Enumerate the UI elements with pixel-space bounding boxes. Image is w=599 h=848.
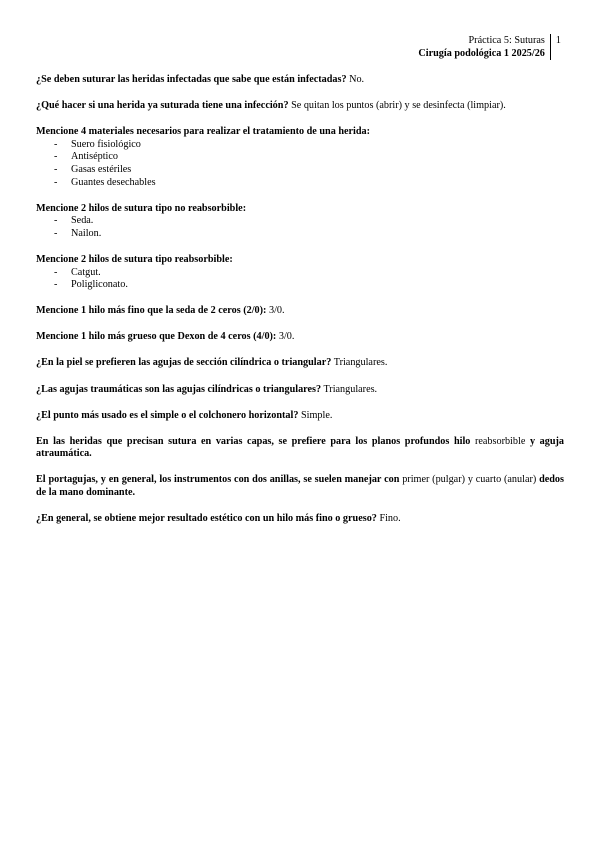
header-subtitle: Cirugía podológica 1 2025/26 [418, 48, 545, 59]
question-11 [36, 436, 564, 461]
list-item: - Antiséptico [36, 151, 564, 164]
answer-11: reabsorbible [474, 435, 526, 447]
list-item: - Seda. [36, 215, 564, 228]
question-12 [36, 474, 564, 499]
list-item: - Suero fisiológico [36, 139, 564, 152]
question-8-text: ¿En la piel se prefieren las agujas de sección cilíndrica o triangular? [36, 357, 332, 369]
answer-4-list [36, 215, 564, 240]
page-number: 1 [555, 35, 561, 46]
question-6 [36, 305, 564, 318]
answer-9: Triangulares. [321, 383, 378, 395]
header-text-block [418, 34, 551, 60]
question-1-text: ¿Se deben suturar las heridas infectadas que sabe que están infectadas? [36, 74, 347, 85]
question-7-text: Mencione 1 hilo más grueso que Dexon de 4 ceros (4/0): [36, 331, 277, 343]
list-item: - Guantes desechables [36, 177, 564, 190]
document-body [36, 74, 564, 539]
list-item: - Nailon. [36, 228, 564, 241]
list-item: - Gasas estériles [36, 164, 564, 177]
question-13 [36, 513, 564, 526]
question-9-text: ¿Las agujas traumáticas son las agujas cilíndricas o triangulares? [36, 383, 322, 395]
question-5-text: Mencione 2 hilos de sutura tipo reabsorbible: [36, 253, 233, 265]
answer-3-list [36, 139, 564, 189]
question-8 [36, 357, 564, 370]
answer-13: Fino. [376, 513, 401, 525]
list-item: - Catgut. [36, 267, 564, 280]
answer-2: Se quitan los puntos (abrir) y se desinfecta (limpiar). [288, 100, 506, 112]
question-11-text-part2: y aguja atraumática. [36, 435, 564, 460]
question-3 [36, 126, 564, 189]
question-9 [36, 384, 564, 397]
header-title: Práctica 5: Suturas [468, 35, 545, 46]
answer-8: Triangulares. [331, 357, 388, 369]
question-4-text: Mencione 2 hilos de sutura tipo no reabsorbible: [36, 202, 247, 214]
question-12-text-part2: dedos de la mano dominante. [36, 474, 564, 498]
question-11-text-part1: En las heridas que precisan sutura en varias capas, se prefiere para los planos profundos hilo [36, 435, 475, 447]
question-6-text: Mencione 1 hilo más fino que la seda de 2 ceros (2/0): [36, 305, 267, 317]
question-5 [36, 254, 564, 292]
question-12-text-part1: El portagujas, y en general, los instrumentos con dos anillas, se suelen manejar con [36, 474, 403, 486]
question-10-text: ¿El punto más usado es el simple o el colchonero horizontal? [36, 409, 299, 421]
page-header [418, 34, 561, 60]
list-item: - Poligliconato. [36, 279, 564, 292]
answer-7: 3/0. [276, 331, 295, 343]
question-4 [36, 203, 564, 241]
answer-12: primer (pulgar) y cuarto (anular) [402, 474, 537, 486]
question-10 [36, 410, 564, 423]
answer-5-list [36, 267, 564, 292]
answer-1: No. [346, 74, 365, 85]
question-13-text: ¿En general, se obtiene mejor resultado estético con un hilo más fino o grueso? [36, 513, 377, 525]
question-3-text: Mencione 4 materiales necesarios para realizar el tratamiento de una herida: [36, 126, 371, 138]
answer-6: 3/0. [266, 305, 285, 317]
answer-10: Simple. [298, 409, 333, 421]
question-1 [36, 74, 564, 87]
question-2-text: ¿Qué hacer si una herida ya suturada tiene una infección? [36, 100, 289, 112]
question-2 [36, 100, 564, 113]
question-7 [36, 331, 564, 344]
